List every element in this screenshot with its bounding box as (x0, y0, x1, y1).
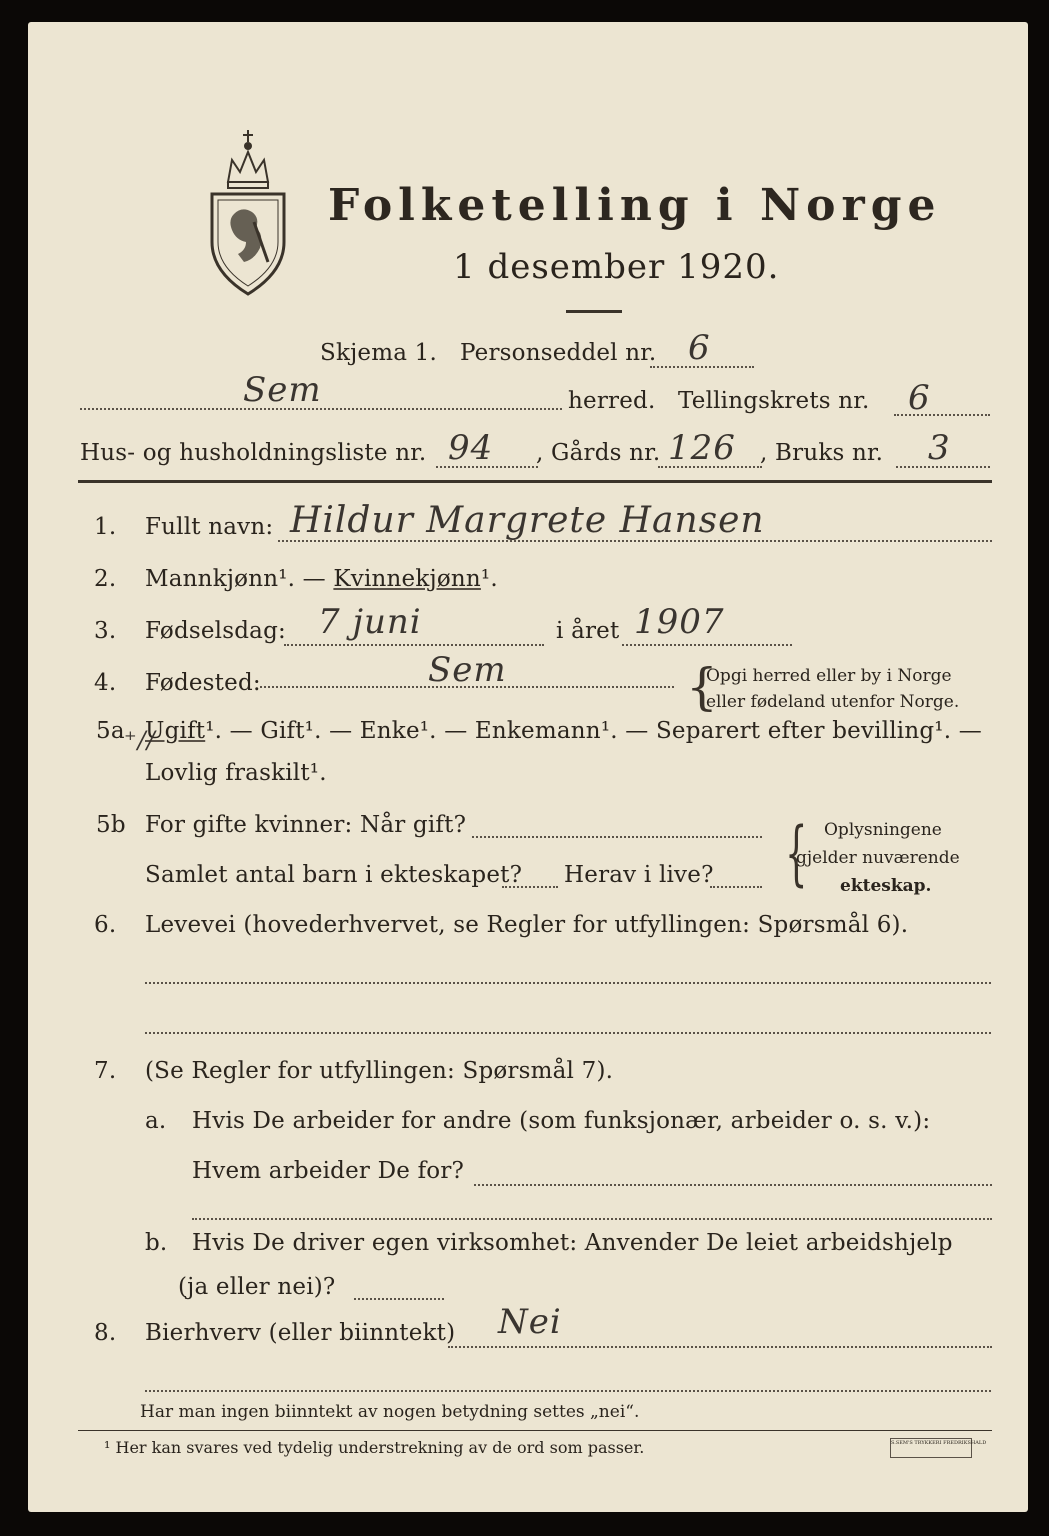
q4-value[interactable]: Sem (428, 650, 507, 690)
herred-label: herred. (568, 388, 656, 414)
q7-text: (Se Regler for utfyllingen: Spørsmål 7). (145, 1058, 614, 1084)
q5b-alive-field-line (710, 886, 762, 888)
tellingskrets-value[interactable]: 6 (908, 378, 931, 418)
q4-number: 4. (94, 670, 117, 696)
personseddel-value[interactable]: 6 (688, 328, 711, 368)
q2-male[interactable]: Mannkjønn¹. — (145, 566, 334, 592)
q2-female[interactable]: Kvinnekjønn (333, 566, 481, 592)
q5a-text (145, 718, 982, 744)
q4-note-line2: eller fødeland utenfor Norge. (706, 692, 960, 712)
title-divider (566, 310, 622, 313)
q8-field-line-2[interactable] (145, 1390, 991, 1392)
q1-number: 1. (94, 514, 117, 540)
q6-number: 6. (94, 912, 117, 938)
q8-label: Bierhverv (eller biinntekt) (145, 1320, 456, 1346)
q5b-number: 5b (96, 812, 126, 838)
q4-label: Fødested: (145, 670, 261, 696)
tellingskrets-label: Tellingskrets nr. (678, 388, 870, 414)
form-date: 1 desember 1920. (453, 247, 780, 287)
bruks-value[interactable]: 3 (928, 428, 951, 468)
q5b-children-field-line (502, 886, 558, 888)
q5b-note-line3: ekteskap. (840, 876, 932, 896)
q2-number: 2. (94, 566, 117, 592)
q6-text: Levevei (hovederhvervet, se Regler for utfyllingen: Spørsmål 6). (145, 912, 909, 938)
q5b-brace: { (785, 812, 808, 894)
q4-note-line1: Opgi herred eller by i Norge (706, 666, 952, 686)
q5a-options[interactable]: ¹. — Gift¹. — Enke¹. — Enkemann¹. — Separert efter bevilling¹. — (205, 718, 982, 744)
q3-year-field-line (622, 644, 792, 646)
q5b-married-field-line (472, 836, 762, 838)
q7a-question: Hvem arbeider De for? (192, 1158, 465, 1184)
footer-rule (78, 1430, 992, 1431)
q3-year-label: i året (556, 618, 620, 644)
hus-value[interactable]: 94 (448, 428, 494, 468)
q3-year-value[interactable]: 1907 (634, 602, 725, 642)
q5a-underline-mark: ⁺∕∕ (124, 726, 156, 754)
gards-label: , Gårds nr. (536, 440, 661, 466)
q6-field-line-1[interactable] (145, 982, 991, 984)
q7b-label: b. (145, 1230, 168, 1256)
coat-of-arms-icon (198, 122, 298, 302)
q8-field-line (448, 1346, 992, 1348)
personseddel-label: Personseddel nr. (460, 340, 657, 366)
q5b-children-label: Samlet antal barn i ekteskapet? (145, 862, 523, 888)
q5b-alive-label: Herav i live? (564, 862, 714, 888)
q5a-number: 5a (96, 718, 125, 744)
q8-value[interactable]: Nei (498, 1302, 562, 1342)
census-form (28, 22, 1028, 1512)
q3-date-value[interactable]: 7 juni (318, 602, 422, 642)
q8-number: 8. (94, 1320, 117, 1346)
q3-label: Fødselsdag: (145, 618, 286, 644)
q7b-question: (ja eller nei)? (178, 1274, 336, 1300)
printer-stamp: S.SEM'S TRYKKERI FREDRIKSHALD (890, 1438, 972, 1458)
q2-text: Mannkjønn¹. — Kvinnekjønn¹. (145, 566, 498, 592)
q1-value[interactable]: Hildur Margrete Hansen (290, 500, 765, 541)
q5a-ugift[interactable]: Ugift (145, 718, 206, 744)
q3-number: 3. (94, 618, 117, 644)
q1-label: Fullt navn: (145, 514, 274, 540)
form-title: Folketelling i Norge (328, 180, 942, 231)
q7a-field-line-2[interactable] (192, 1218, 992, 1220)
bruks-label: , Bruks nr. (760, 440, 884, 466)
q7a-label: a. (145, 1108, 167, 1134)
q7b-text: Hvis De driver egen virksomhet: Anvender De leiet arbeidshjelp (192, 1230, 953, 1256)
q5a-lovlig[interactable]: Lovlig fraskilt¹. (145, 760, 327, 786)
skjema-label: Skjema 1. (320, 340, 438, 366)
gards-value[interactable]: 126 (668, 428, 736, 468)
q5b-note-line1: Oplysningene (824, 820, 942, 840)
q7a-text: Hvis De arbeider for andre (som funksjonær, arbeider o. s. v.): (192, 1108, 931, 1134)
q7b-field-line[interactable] (354, 1298, 444, 1300)
q3-date-field-line (284, 644, 544, 646)
footnote: ¹ Her kan svares ved tydelig understrekning av de ord som passer. (104, 1438, 645, 1457)
q4-brace: { (686, 658, 718, 716)
footer-note: Har man ingen biinntekt av nogen betydning settes „nei“. (140, 1402, 640, 1422)
herred-value[interactable]: Sem (243, 370, 322, 410)
q5b-line1: For gifte kvinner: Når gift? (145, 812, 467, 838)
q7a-field-line[interactable] (474, 1184, 992, 1186)
q7-number: 7. (94, 1058, 117, 1084)
header-rule (78, 480, 992, 483)
q5b-note-line2: gjelder nuværende (796, 848, 960, 868)
hus-label: Hus- og husholdningsliste nr. (80, 440, 427, 466)
q6-field-line-2[interactable] (145, 1032, 991, 1034)
